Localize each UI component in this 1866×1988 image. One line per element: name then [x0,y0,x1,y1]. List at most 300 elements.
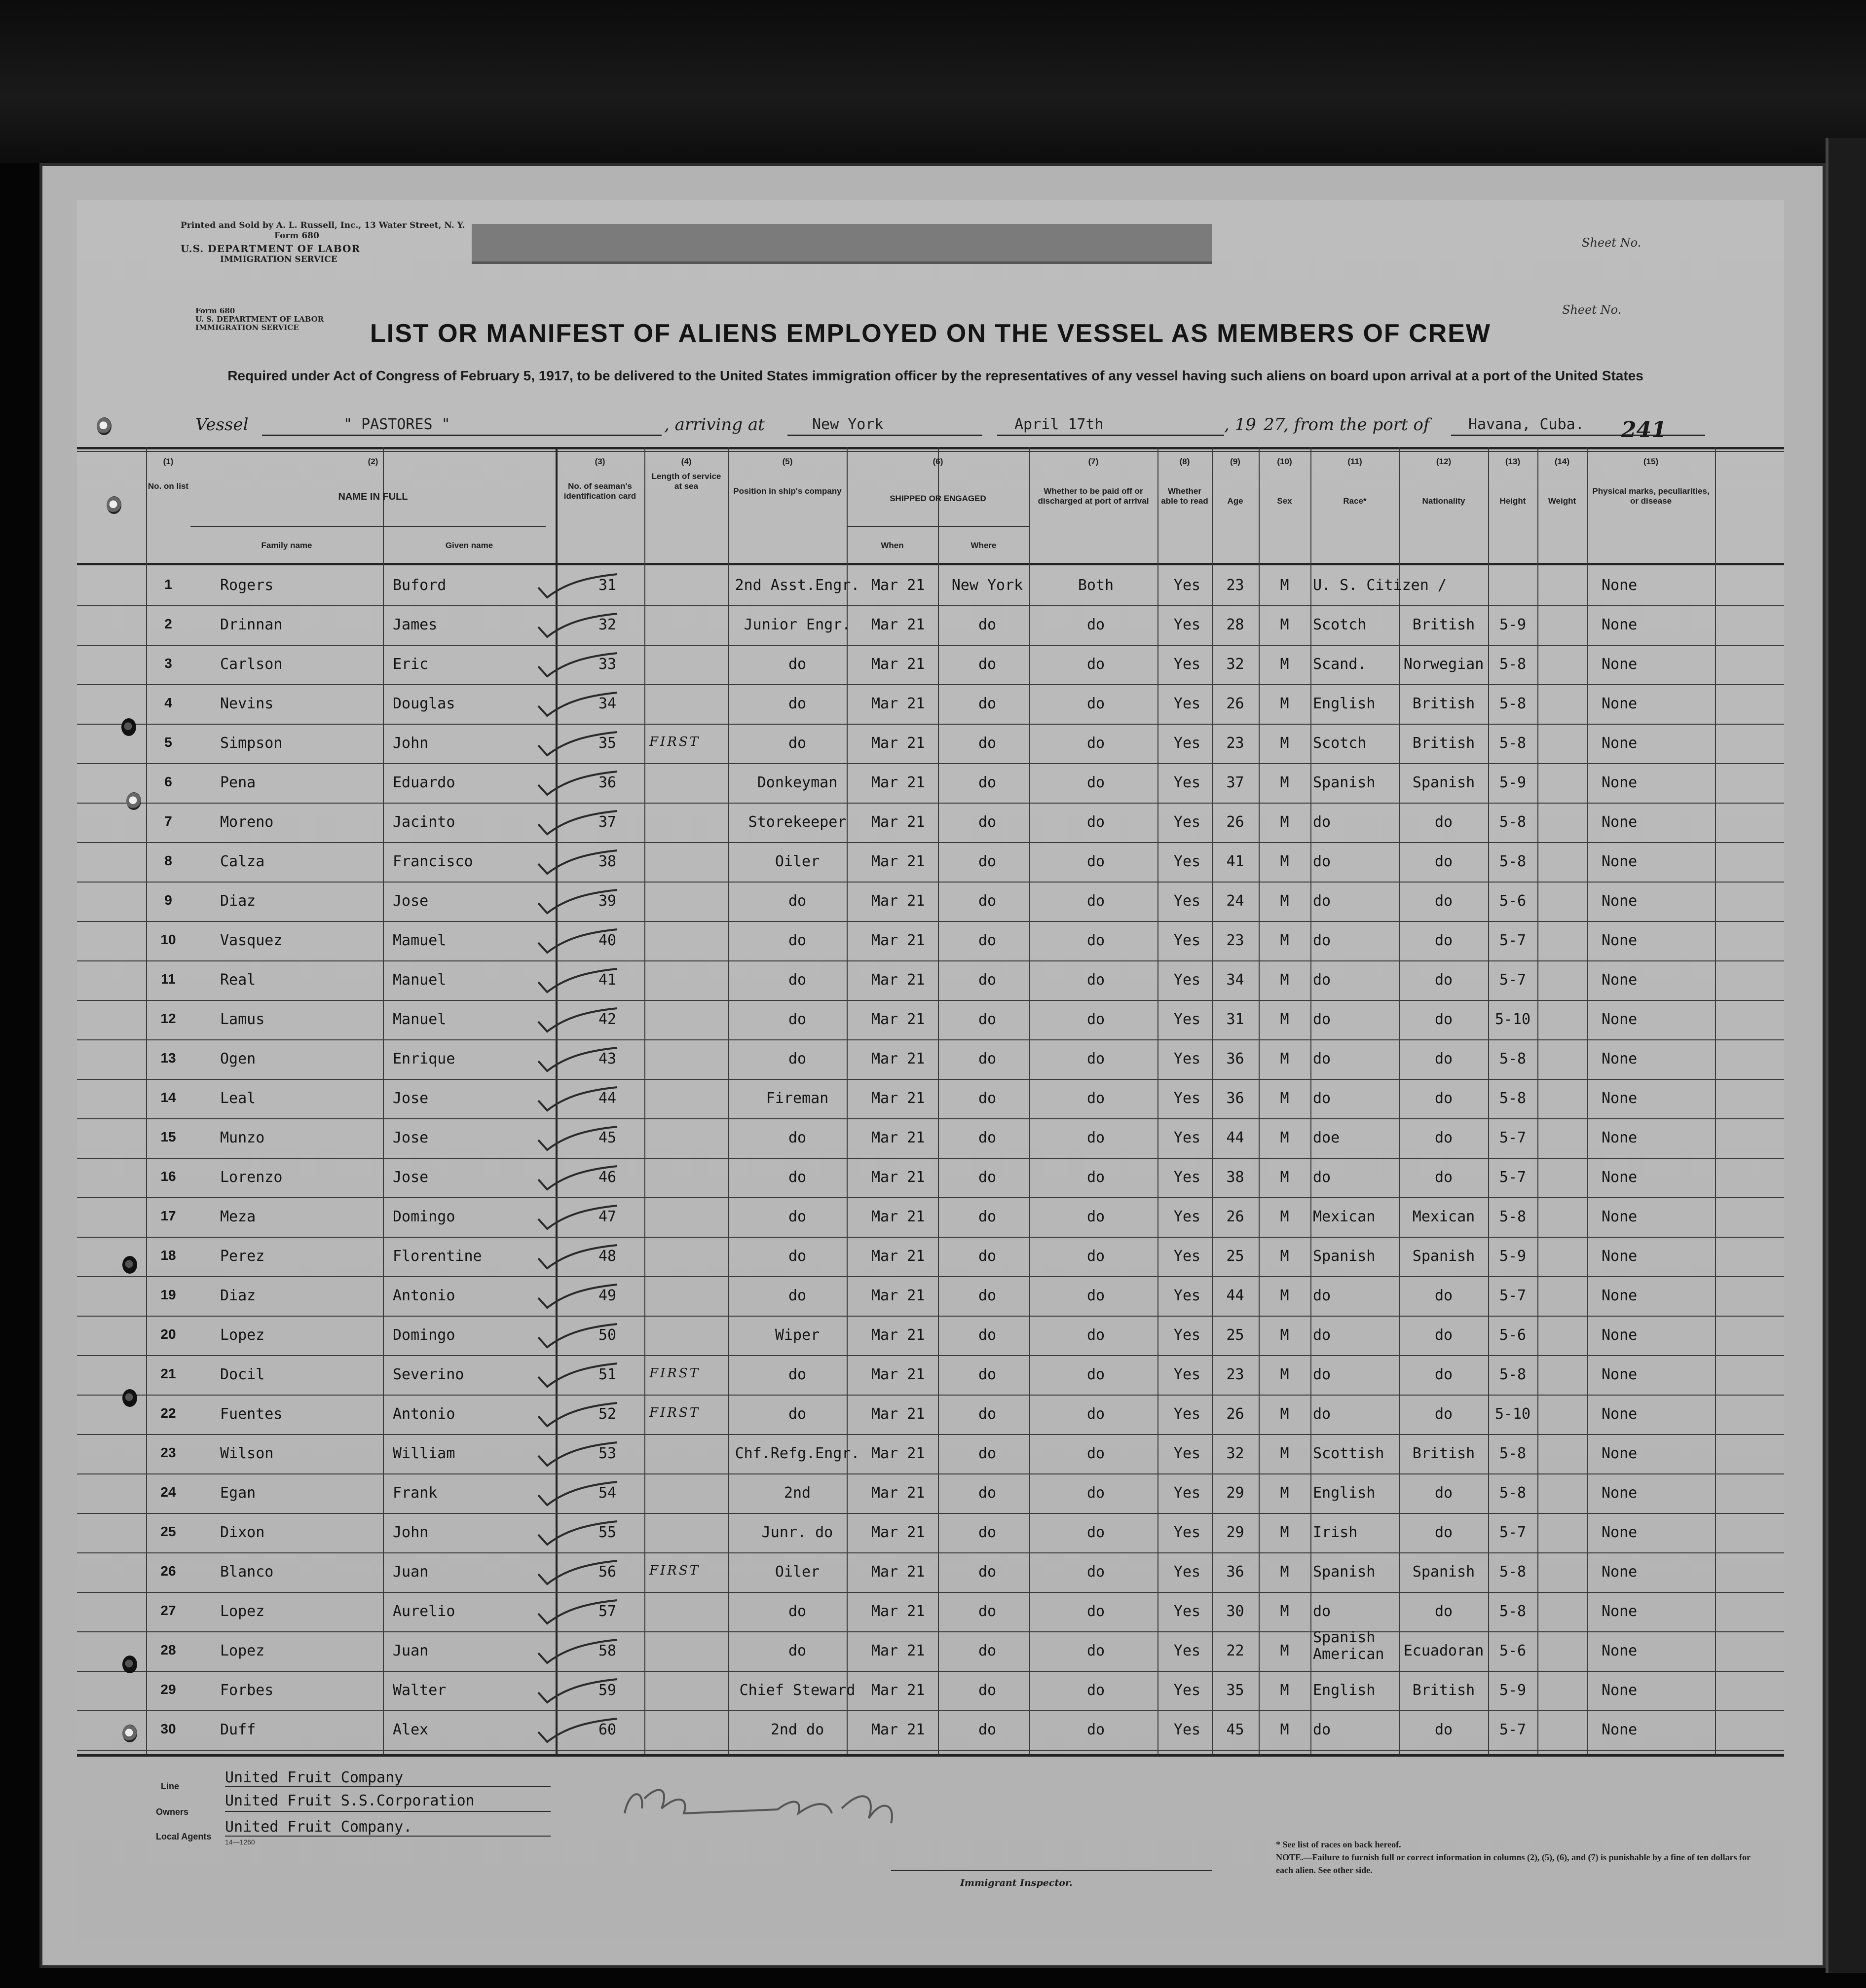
row-number: 29 [160,1682,176,1697]
shipped-where: do [978,1169,997,1186]
nationality: do [1434,1603,1453,1620]
id-card-number: 39 [598,892,617,910]
family-name: Egan [220,1484,256,1502]
row-number: 25 [160,1524,176,1539]
row-number: 3 [164,656,172,671]
row-number: 23 [160,1445,176,1460]
id-card-number: 49 [598,1287,617,1304]
year-prefix: , 19 [1224,415,1256,435]
physical-marks: None [1602,1445,1638,1462]
row-number: 14 [160,1090,176,1105]
race: Scottish [1313,1445,1384,1462]
table-row [77,1436,1784,1475]
hdr-length-service: Length of service at sea [651,472,721,491]
col-num-9: (9) [1230,457,1240,466]
nationality: do [1434,1366,1453,1383]
film-edge [0,0,1866,163]
physical-marks: None [1602,1090,1638,1107]
check-mark-icon [533,925,622,960]
owners-value: United Fruit S.S.Corporation [225,1792,475,1809]
row-number: 27 [160,1603,176,1618]
physical-marks: None [1602,1682,1638,1699]
height: 5-8 [1499,1484,1527,1502]
given-name: Mamuel [393,932,447,949]
hdr-given-name: Given name [445,541,493,550]
height: 5-8 [1499,813,1527,831]
nationality: British [1412,616,1475,633]
sex: M [1280,1603,1289,1620]
age: 32 [1226,1445,1244,1462]
table-row [77,805,1784,844]
family-name: Fuentes [220,1405,283,1423]
col-num-6: (6) [933,457,943,466]
height: 5-9 [1499,1682,1527,1699]
arriving-label: , arriving at [664,415,765,435]
sex: M [1280,1405,1289,1423]
table-row [77,1120,1784,1160]
row-number: 26 [160,1563,176,1579]
height: 5-7 [1499,971,1527,989]
paid-off: do [1086,1050,1105,1068]
check-mark-icon [533,1044,622,1078]
given-name: Douglas [393,695,455,712]
family-name: Pena [220,774,256,791]
family-name: Lopez [220,1326,265,1344]
physical-marks: None [1602,695,1638,712]
id-card-number: 51 [598,1366,617,1383]
physical-marks: None [1602,1563,1638,1581]
height: 5-9 [1499,616,1527,633]
paid-off: Both [1078,577,1114,594]
race: do [1313,1011,1331,1028]
age: 23 [1226,735,1244,752]
sex: M [1280,1050,1289,1068]
table-row [77,568,1784,607]
height: 5-6 [1499,1326,1527,1344]
hdr-nationality: Nationality [1422,496,1465,506]
race: English [1313,1682,1376,1699]
table-row [77,1629,1784,1673]
table-row [77,1081,1784,1120]
height: 5-8 [1499,1090,1527,1107]
family-name: Docil [220,1366,265,1383]
physical-marks: None [1602,1326,1638,1344]
shipped-when: Mar 21 [871,774,925,791]
physical-marks: None [1602,1366,1638,1383]
given-name: James [393,616,438,633]
race: do [1313,813,1331,831]
position: 2nd do [770,1721,824,1738]
paid-off: do [1086,1011,1105,1028]
table-row [77,1160,1784,1199]
position: Chf.Refg.Engr. [735,1445,860,1462]
position: Junior Engr. [744,616,851,633]
inspector-signature [615,1779,970,1830]
given-name: John [393,735,429,752]
paid-off: do [1086,892,1105,910]
row-number: 11 [161,971,176,987]
physical-marks: None [1602,616,1638,633]
able-to-read: Yes [1173,1169,1201,1186]
nationality: do [1434,892,1453,910]
row-number: 4 [164,695,172,710]
shipped-where: do [978,1248,997,1265]
length-of-service: FIRST [649,1366,701,1381]
nationality: do [1434,1169,1453,1186]
physical-marks: None [1602,853,1638,870]
shipped-where: do [978,1208,997,1225]
shipped-where: do [978,695,997,712]
able-to-read: Yes [1173,1129,1201,1146]
row-number: 2 [164,616,172,631]
given-name: Jose [393,892,429,910]
hdr-height: Height [1499,496,1526,506]
row-number: 30 [160,1721,176,1736]
able-to-read: Yes [1173,1326,1201,1344]
shipped-when: Mar 21 [871,1248,925,1265]
shipped-when: Mar 21 [871,932,925,949]
physical-marks: None [1602,1129,1638,1146]
punch-hole [122,1725,137,1742]
hdr-name-in-full: NAME IN FULL [338,491,408,502]
table-row [77,726,1784,765]
id-card-number: 54 [598,1484,617,1502]
agents-label: Local Agents [156,1832,212,1841]
hdr-weight: Weight [1548,496,1576,506]
family-name: Forbes [220,1682,274,1699]
given-name: Domingo [393,1208,455,1225]
able-to-read: Yes [1173,774,1201,791]
shipped-when: Mar 21 [871,853,925,870]
row-number: 16 [160,1169,176,1184]
position: do [788,1208,807,1225]
height: 5-8 [1499,656,1527,673]
id-card-number: 37 [598,813,617,831]
family-name: Carlson [220,656,283,673]
check-mark-icon [533,570,622,605]
physical-marks: None [1602,1642,1638,1659]
paid-off: do [1086,735,1105,752]
shipped-when: Mar 21 [871,813,925,831]
sex: M [1280,1090,1289,1107]
row-number: 18 [160,1248,176,1263]
shipped-when: Mar 21 [871,1208,925,1225]
height: 5-7 [1499,1129,1527,1146]
given-name: Eric [393,656,429,673]
able-to-read: Yes [1173,1208,1201,1225]
nationality: do [1434,1524,1453,1541]
age: 37 [1226,774,1244,791]
age: 41 [1226,853,1244,870]
id-card-number: 34 [598,695,617,712]
shipped-where: New York [951,577,1023,594]
shipped-where: do [978,1011,997,1028]
shipped-where: do [978,853,997,870]
col-num-3: (3) [595,457,605,466]
paid-off: do [1086,1445,1105,1462]
sheet-no-label-2: Sheet No. [1562,303,1622,317]
able-to-read: Yes [1173,695,1201,712]
height: 5-10 [1494,1405,1531,1423]
family-name: Simpson [220,735,283,752]
id-card-number: 32 [598,616,617,633]
family-name: Lamus [220,1011,265,1028]
sex: M [1280,1642,1289,1659]
physical-marks: None [1602,1169,1638,1186]
nationality: do [1434,1050,1453,1068]
punch-hole [97,417,112,435]
race: do [1313,932,1331,949]
table-row [77,1002,1784,1041]
age: 23 [1226,932,1244,949]
age: 23 [1226,1366,1244,1383]
family-name: Diaz [220,1287,256,1304]
age: 25 [1226,1326,1244,1344]
nationality: British [1412,1682,1475,1699]
age: 44 [1226,1287,1244,1304]
sex: M [1280,1287,1289,1304]
shipped-when: Mar 21 [871,1050,925,1068]
able-to-read: Yes [1173,1011,1201,1028]
check-mark-icon [533,1596,622,1631]
owners-label: Owners [156,1807,189,1817]
row-number: 6 [164,774,172,789]
position: do [788,1287,807,1304]
position: 2nd Asst.Engr. [735,577,860,594]
id-card-number: 35 [598,735,617,752]
physical-marks: None [1602,892,1638,910]
sex: M [1280,774,1289,791]
given-name: Florentine [393,1248,482,1265]
shipped-when: Mar 21 [871,1366,925,1383]
row-number: 24 [160,1484,176,1500]
line-value: United Fruit Company [225,1769,404,1786]
check-mark-icon [533,1557,622,1591]
height: 5-7 [1499,932,1527,949]
race: do [1313,892,1331,910]
position: Chief Steward [739,1682,856,1699]
position: do [788,1129,807,1146]
table-row [77,765,1784,805]
given-name: Alex [393,1721,429,1738]
height: 5-8 [1499,1563,1527,1581]
able-to-read: Yes [1173,1405,1201,1423]
table-row [77,1594,1784,1633]
voyage-line [195,415,1705,440]
paid-off: do [1086,1642,1105,1659]
age: 35 [1226,1682,1244,1699]
given-name: Manuel [393,971,447,989]
given-name: Jacinto [393,813,455,831]
age: 25 [1226,1248,1244,1265]
able-to-read: Yes [1173,971,1201,989]
hdr-age: Age [1227,496,1243,506]
able-to-read: Yes [1173,1050,1201,1068]
shipped-when: Mar 21 [871,1682,925,1699]
race: English [1313,1484,1376,1502]
nationality: do [1434,1129,1453,1146]
id-card-number: 38 [598,853,617,870]
age: 31 [1226,1011,1244,1028]
shipped-where: do [978,813,997,831]
check-mark-icon [533,610,622,644]
able-to-read: Yes [1173,932,1201,949]
physical-marks: None [1602,1287,1638,1304]
shipped-when: Mar 21 [871,656,925,673]
able-to-read: Yes [1173,892,1201,910]
race: Spanish [1313,1248,1376,1265]
shipped-when: Mar 21 [871,695,925,712]
given-name: Francisco [393,853,473,870]
able-to-read: Yes [1173,577,1201,594]
shipped-when: Mar 21 [871,1129,925,1146]
given-name: Antonio [393,1287,455,1304]
nationality: British [1412,1445,1475,1462]
position: do [788,971,807,989]
check-mark-icon [533,847,622,881]
col-num-11: (11) [1347,457,1362,466]
col-num-15: (15) [1643,457,1659,466]
agents-value: United Fruit Company. [225,1818,412,1836]
row-number: 20 [160,1326,176,1342]
id-card-number: 44 [598,1090,617,1107]
table-row [77,1278,1784,1318]
age: 23 [1226,577,1244,594]
paid-off: do [1086,932,1105,949]
shipped-where: do [978,1603,997,1620]
punch-hole [122,1256,137,1274]
paid-off: do [1086,1090,1105,1107]
col-num-14: (14) [1554,457,1570,466]
position: Storekeeper [748,813,847,831]
paid-off: do [1086,1524,1105,1541]
printer-credit: Printed and Sold by A. L. Russell, Inc., 13 Water Street, N. Y. [181,221,465,230]
check-mark-icon [533,807,622,842]
given-name: Jose [393,1129,429,1146]
given-name: Jose [393,1169,429,1186]
shipped-when: Mar 21 [871,1484,925,1502]
shipped-where: do [978,1524,997,1541]
age: 22 [1226,1642,1244,1659]
able-to-read: Yes [1173,1563,1201,1581]
check-mark-icon [533,1004,622,1039]
arrival-port: New York [812,416,884,433]
row-number: 7 [164,813,172,829]
sex: M [1280,1208,1289,1225]
family-name: Ogen [220,1050,256,1068]
paid-off: do [1086,1721,1105,1738]
punch-hole [121,718,136,736]
table-row [77,884,1784,923]
hdr-where: Where [970,541,997,550]
sex: M [1280,1563,1289,1581]
id-card-number: 42 [598,1011,617,1028]
nationality: do [1434,1326,1453,1344]
shipped-where: do [978,1129,997,1146]
punch-hole [126,792,141,810]
physical-marks: None [1602,1603,1638,1620]
sex: M [1280,616,1289,633]
physical-marks: None [1602,1484,1638,1502]
able-to-read: Yes [1173,616,1201,633]
race: Spanish American [1313,1629,1384,1663]
family-name: Lorenzo [220,1169,283,1186]
id-card-number: 59 [598,1682,617,1699]
height: 5-8 [1499,1366,1527,1383]
row-number: 28 [160,1642,176,1657]
age: 29 [1226,1524,1244,1541]
sex: M [1280,1721,1289,1738]
position: do [788,932,807,949]
col-num-7: (7) [1088,457,1099,466]
paid-off: do [1086,1326,1105,1344]
paid-off: do [1086,1603,1105,1620]
hdr-position: Position in ship's company [733,486,842,496]
given-name: Antonio [393,1405,455,1423]
age: 36 [1226,1563,1244,1581]
height: 5-8 [1499,853,1527,870]
sex: M [1280,1524,1289,1541]
year-suffix: 27 [1264,415,1285,435]
col-num-5: (5) [782,457,793,466]
physical-marks: None [1602,932,1638,949]
row-number: 17 [160,1208,176,1223]
physical-marks: None [1602,1248,1638,1265]
age: 32 [1226,656,1244,673]
row-number: 12 [160,1011,176,1026]
id-card-number: 58 [598,1642,617,1659]
check-mark-icon [533,1320,622,1355]
sex: M [1280,853,1289,870]
paid-off: do [1086,1208,1105,1225]
position: do [788,1248,807,1265]
table-row [77,647,1784,686]
hdr-no-on-list: No. on list [148,481,189,491]
position: do [788,1603,807,1620]
table-row [77,1673,1784,1712]
table-row [77,1712,1784,1752]
able-to-read: Yes [1173,1524,1201,1541]
given-name: Frank [393,1484,438,1502]
family-name: Blanco [220,1563,274,1581]
table-row [77,1397,1784,1436]
height: 5-7 [1499,1169,1527,1186]
family-name: Lopez [220,1642,265,1659]
table-row [77,1318,1784,1357]
col-num-1: (1) [163,457,174,466]
height: 5-10 [1494,1011,1531,1028]
nationality: do [1434,1405,1453,1423]
sex: M [1280,971,1289,989]
nationality: do [1434,1090,1453,1107]
check-mark-icon [533,1202,622,1236]
check-mark-icon [533,1675,622,1710]
age: 28 [1226,616,1244,633]
shipped-where: do [978,656,997,673]
given-name: Severino [393,1366,464,1383]
position: 2nd [784,1484,811,1502]
position: do [788,1405,807,1423]
age: 36 [1226,1090,1244,1107]
shipped-when: Mar 21 [871,1326,925,1344]
position: Oiler [775,853,820,870]
family-name: Perez [220,1248,265,1265]
row-number: 21 [160,1366,176,1381]
table-row [77,1475,1784,1515]
physical-marks: None [1602,774,1638,791]
height: 5-6 [1499,1642,1527,1659]
col-num-2: (2) [368,457,378,466]
